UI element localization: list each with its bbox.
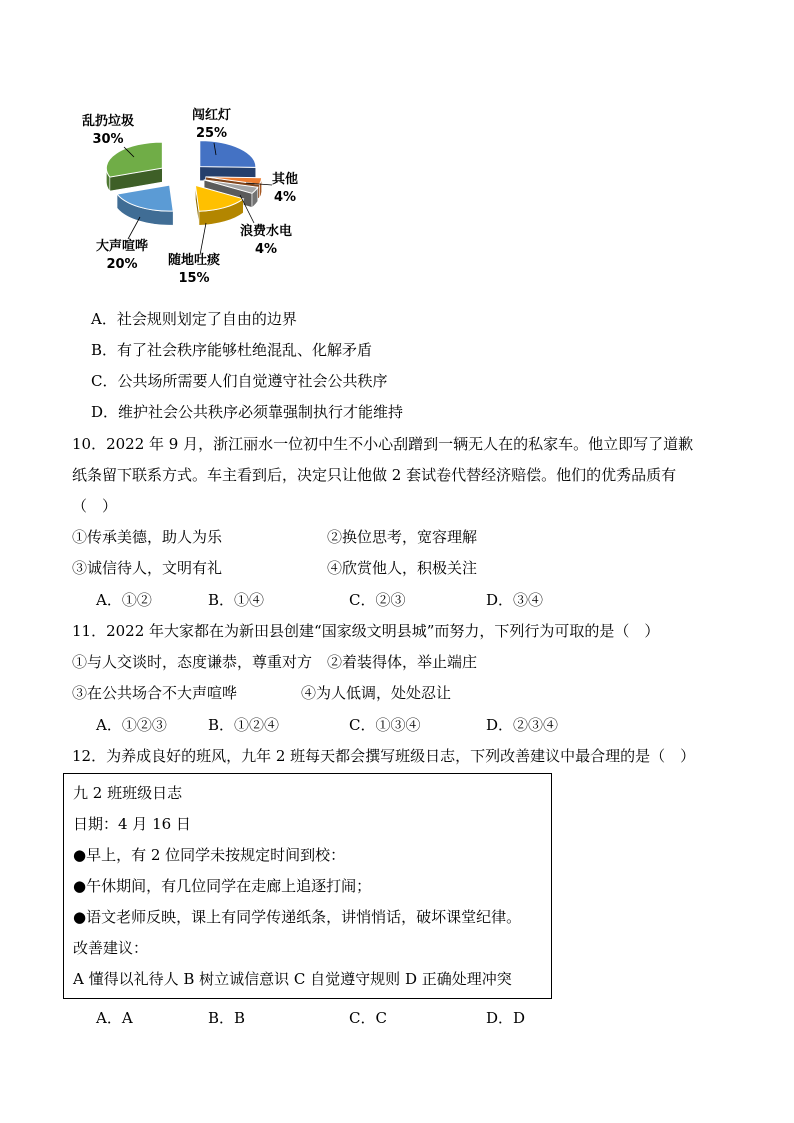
log-suggest-label: 改善建议： [73, 939, 149, 957]
q10-stem-line3: （ ） [72, 497, 118, 515]
q11-item-3: ③在公共场合不大声喧哗 [72, 684, 238, 702]
q10-option-c: C．②③ [349, 591, 406, 609]
label-dasheng-xuanhua: 大声喧哗 20% [96, 239, 149, 272]
pie-chart [78, 105, 318, 290]
q11-items-line1: ①与人交谈时，态度谦恭，尊重对方 ②着装得体，举止端庄 [72, 653, 478, 671]
label-suidi-tutan: 随地吐痰 15% [168, 253, 221, 286]
class-log-box [63, 773, 552, 999]
q9-option-a: A．社会规则划定了自由的边界 [91, 310, 297, 328]
q11-option-d: D．②③④ [486, 716, 559, 734]
slice-chuang-hongdeng [200, 141, 256, 182]
label-luanreng-laji: 乱扔垃圾 30% [82, 114, 135, 147]
q12-option-a: A．A [96, 1009, 133, 1027]
q11-option-b: B．①②④ [208, 716, 280, 734]
q10-item-4: ④欣赏他人，积极关注 [327, 559, 478, 577]
q10-item-3: ③诚信待人，文明有礼 [72, 559, 223, 577]
leader-dasheng-xuanhua [128, 217, 140, 239]
q11-option-a: A．①②③ [96, 716, 167, 734]
q10-stem-line1: 10．2022 年 9 月，浙江丽水一位初中生不小心刮蹭到一辆无人在的私家车。他立即写了道歉 [72, 435, 694, 453]
q12-option-d: D．D [486, 1009, 526, 1027]
q12-option-b: B．B [208, 1009, 246, 1027]
slice-luanreng-laji [106, 142, 162, 191]
slice-dasheng-xuanhua [117, 185, 173, 225]
q10-option-d: D．③④ [486, 591, 544, 609]
log-bullet-3: ●语文老师反映，课上有同学传递纸条，讲悄悄话，破坏课堂纪律。 [73, 908, 522, 926]
q10-item-2: ②换位思考，宽容理解 [327, 528, 478, 546]
label-qita: 其他 4% [272, 172, 299, 205]
log-bullet-1: ●早上，有 2 位同学未按规定时间到校： [73, 846, 346, 864]
q10-option-a: A．①② [96, 591, 152, 609]
log-bullet-2: ●午休期间，有几位同学在走廊上追逐打闹； [73, 877, 372, 895]
q9-option-d: D．维护社会公共秩序必须靠强制执行才能维持 [91, 403, 404, 421]
leader-suidi-tutan [200, 223, 206, 255]
q12-option-c: C．C [349, 1009, 387, 1027]
log-title: 九 2 班班级日志 [73, 784, 183, 802]
label-langfei-shuidian: 浪费水电 4% [240, 224, 293, 257]
label-chuang-hongdeng: 闯红灯 25% [192, 108, 232, 141]
q10-option-b: B．①④ [208, 591, 265, 609]
q9-option-c: C．公共场所需要人们自觉遵守社会公共秩序 [91, 372, 388, 390]
q9-option-b: B．有了社会秩序能够杜绝混乱、化解矛盾 [91, 341, 373, 359]
q11-stem: 11．2022 年大家都在为新田县创建“国家级文明县城”而努力，下列行为可取的是（ ） [72, 622, 660, 640]
q10-item-1: ①传承美德，助人为乐 [72, 528, 223, 546]
q12-stem: 12．为养成良好的班风，九年 2 班每天都会撰写班级日志，下列改善建议中最合理的是（ ） [72, 747, 696, 765]
q11-item-4: ④为人低调，处处忍让 [301, 684, 452, 702]
log-date: 日期：4 月 16 日 [73, 815, 191, 833]
q11-option-c: C．①③④ [349, 716, 421, 734]
log-suggestions: A 懂得以礼待人 B 树立诚信意识 C 自觉遵守规则 D 正确处理冲突 [73, 970, 512, 988]
q10-stem-line2: 纸条留下联系方式。车主看到后，决定只让他做 2 套试卷代替经济赔偿。他们的优秀品质有 [72, 466, 677, 484]
